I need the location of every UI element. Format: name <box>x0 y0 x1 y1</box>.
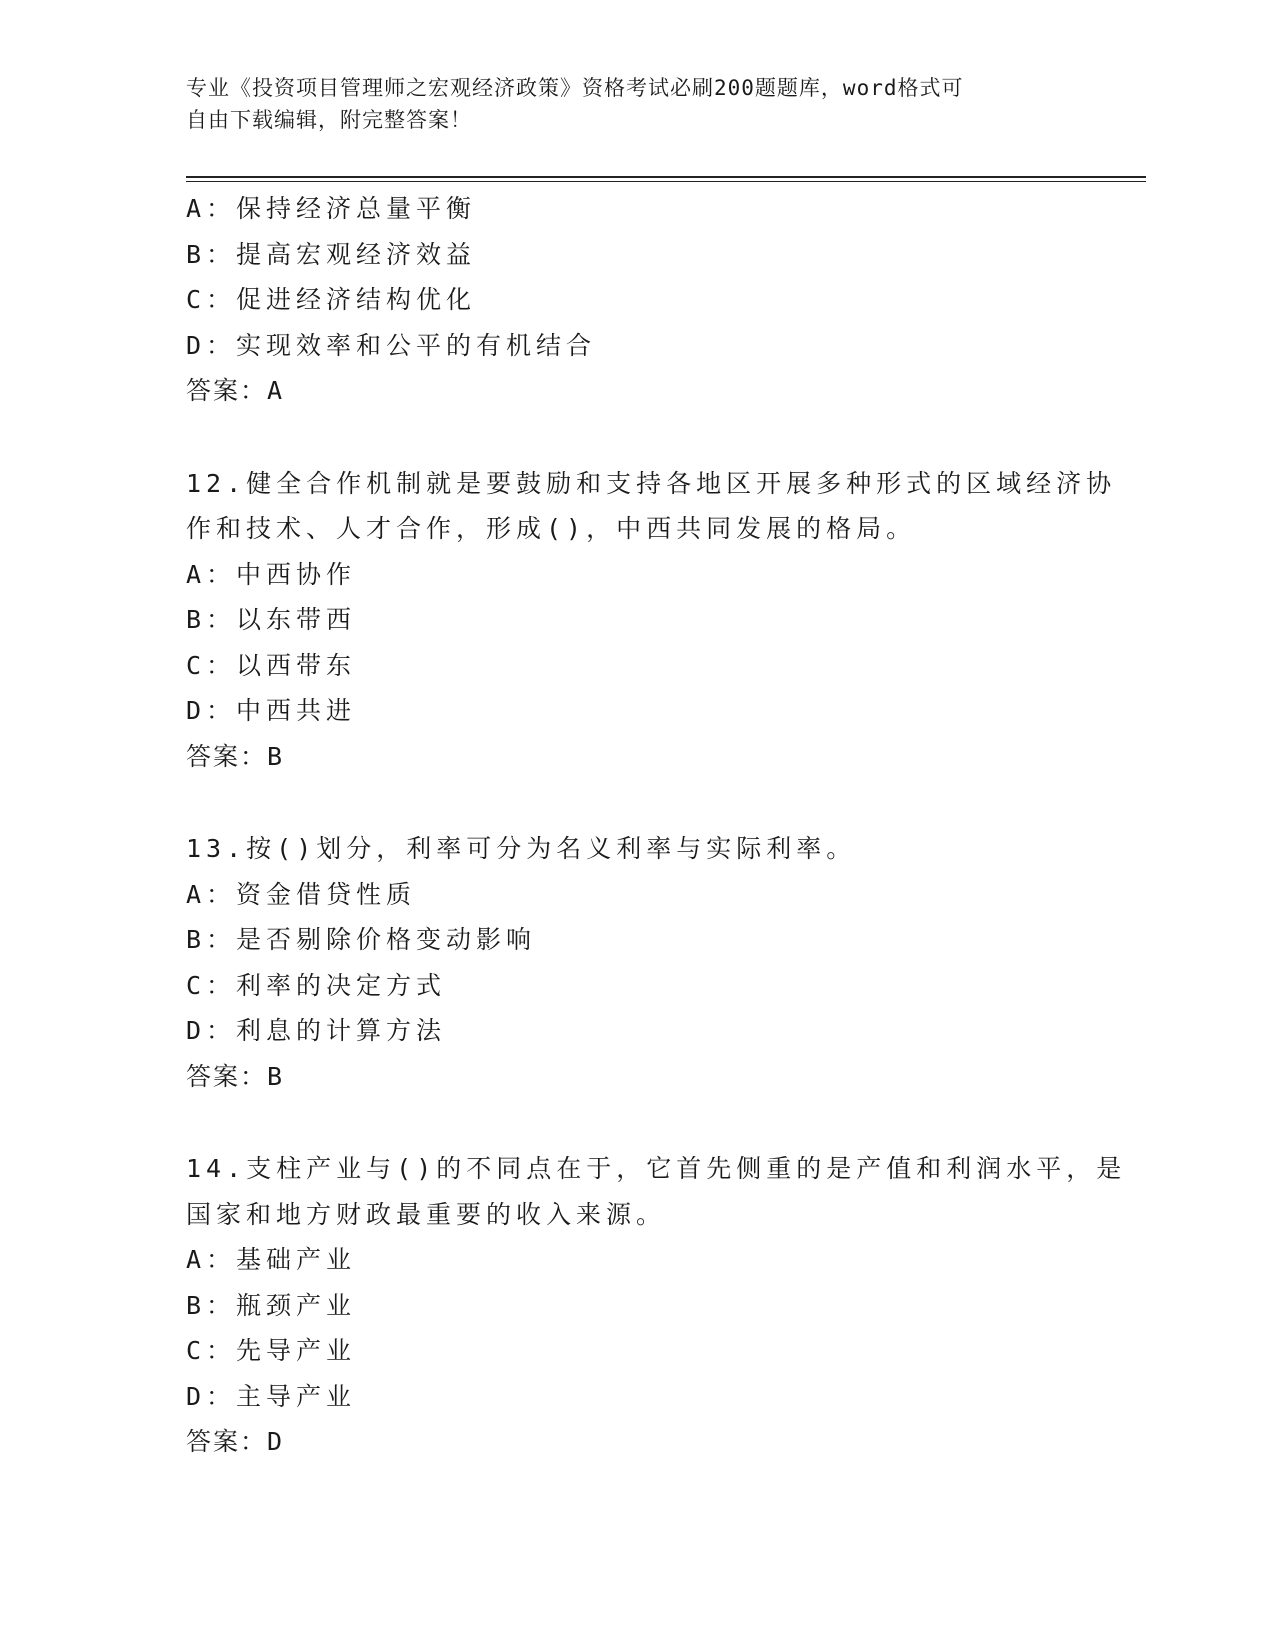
option-a: A：保持经济总量平衡 <box>186 194 477 223</box>
option-b: B：是否剔除价格变动影响 <box>186 925 537 954</box>
option-a: A：资金借贷性质 <box>186 879 417 909</box>
option-b: B：提高宏观经济效益 <box>186 239 477 269</box>
answer-label: 答案： <box>186 1427 268 1456</box>
option-a: A：基础产业 <box>186 1245 357 1274</box>
question-13 <box>186 826 1086 1099</box>
answer-label: 答案： <box>186 741 268 771</box>
question-14 <box>186 1146 1127 1465</box>
option-b: B：以东带西 <box>186 605 357 634</box>
answer-label: 答案： <box>186 1061 268 1091</box>
answer-label: 答案： <box>186 376 268 405</box>
answer-line <box>186 734 1086 780</box>
question-stem-line-2: 国家和地方财政最重要的收入来源。 <box>186 1199 667 1229</box>
option-c: C：以西带东 <box>186 650 357 680</box>
question-12 <box>186 461 1117 780</box>
document-header <box>186 72 1066 136</box>
header-divider <box>186 176 1146 182</box>
question-stem-line-2: 作和技术、人才合作，形成()，中西共同发展的格局。 <box>186 514 917 543</box>
answer-value: B <box>267 741 284 771</box>
question-stem-line-1: 14.支柱产业与()的不同点在于，它首先侧重的是产值和利润水平，是 <box>186 1154 1127 1183</box>
answer-line <box>186 368 1086 414</box>
option-d: D：中西共进 <box>186 696 357 725</box>
option-d: D：主导产业 <box>186 1381 357 1411</box>
option-b: B：瓶颈产业 <box>186 1290 357 1320</box>
answer-line <box>186 1054 1086 1100</box>
option-d: D：利息的计算方法 <box>186 1016 447 1045</box>
header-title-line-2: 自由下载编辑，附完整答案！ <box>186 108 472 132</box>
answer-line <box>186 1419 1086 1465</box>
answer-value: A <box>267 376 284 405</box>
answer-value: B <box>267 1061 284 1091</box>
option-c: C：促进经济结构优化 <box>186 285 477 314</box>
option-d: D：实现效率和公平的有机结合 <box>186 330 597 360</box>
option-c: C：利率的决定方式 <box>186 970 447 1000</box>
question-11 <box>186 186 1086 414</box>
option-a: A：中西协作 <box>186 559 357 589</box>
question-stem-line-1: 12.健全合作机制就是要鼓励和支持各地区开展多种形式的区域经济协 <box>186 468 1117 498</box>
answer-value: D <box>267 1427 284 1456</box>
option-c: C：先导产业 <box>186 1336 357 1365</box>
question-stem-line-1: 13.按()划分，利率可分为名义利率与实际利率。 <box>186 834 857 863</box>
header-title-line-1: 专业《投资项目管理师之宏观经济政策》资格考试必刷200题题库，word格式可 <box>186 76 964 100</box>
question-list <box>186 186 1127 1465</box>
